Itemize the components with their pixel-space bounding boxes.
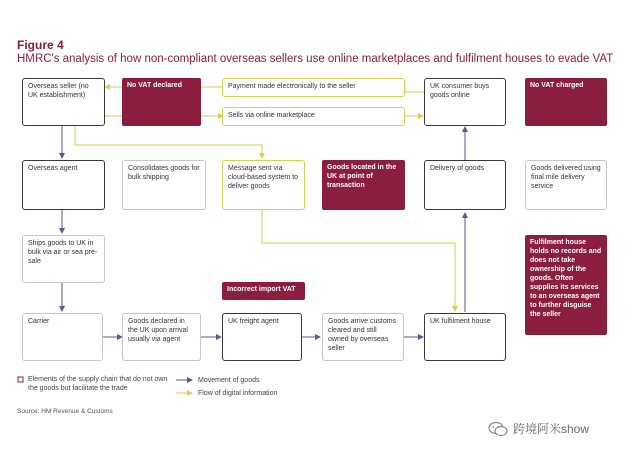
no-vat-declared-box: No VAT declared [122, 78, 201, 126]
overseas-seller-box: Overseas seller (no UK establishment) [22, 78, 105, 126]
wechat-icon [488, 421, 508, 437]
digital-seller-to-message [75, 126, 262, 158]
incorrect-vat-box: Incorrect import VAT [222, 282, 305, 300]
legend-movement: Movement of goods [198, 377, 260, 384]
goods-located-box: Goods located in the UK at point of transaction [322, 160, 405, 210]
no-vat-charged-box: No VAT charged [525, 78, 607, 126]
ships-goods-box: Ships goods to UK in bulk via air or sea pre-sale [22, 235, 105, 283]
message-sent-box: Message sent via cloud-based system to deliver goods [222, 160, 305, 210]
figure-title: HMRC's analysis of how non-compliant overseas sellers use online marketplaces and fulfilment houses to evade VAT [17, 53, 614, 65]
uk-fulfilment-box: UK fulfilment house [424, 313, 506, 361]
consolidates-box: Consolidates goods for bulk shipping [122, 160, 206, 210]
uk-consumer-box: UK consumer buys goods online [424, 78, 506, 126]
legend-square-icon [18, 377, 23, 382]
goods-declared-box: Goods declared in the UK upon arrival usually via agent [122, 313, 201, 361]
carrier-box: Carrier [22, 313, 103, 361]
overseas-agent-box: Overseas agent [22, 160, 105, 210]
payment-box: Payment made electronically to the seller [222, 78, 405, 97]
source-note: Source: HM Revenue & Customs [17, 408, 113, 415]
watermark-text: 跨境阿米show [513, 422, 590, 436]
goods-delivered-box: Goods delivered using final mile delivery service [525, 160, 607, 210]
digital-consumer-to-payment [405, 87, 425, 92]
sells-online-box: Sells via online marketplace [222, 107, 405, 126]
uk-freight-box: UK freight agent [222, 313, 302, 361]
legend-digital: Flow of digital information [198, 390, 278, 397]
watermark [488, 420, 589, 437]
legend-elements: Elements of the supply chain that do not own the goods but facilitate the trade [28, 376, 168, 392]
figure-label: Figure 4 [17, 38, 64, 52]
delivery-box: Delivery of goods [424, 160, 506, 210]
fulfilment-note-box: Fulfilment house holds no records and does not take ownership of the goods. Often supplies its services to an overseas agent to further disguise the seller [525, 235, 607, 335]
goods-arrive-box: Goods arrive customs cleared and still owned by overseas seller [322, 313, 404, 361]
